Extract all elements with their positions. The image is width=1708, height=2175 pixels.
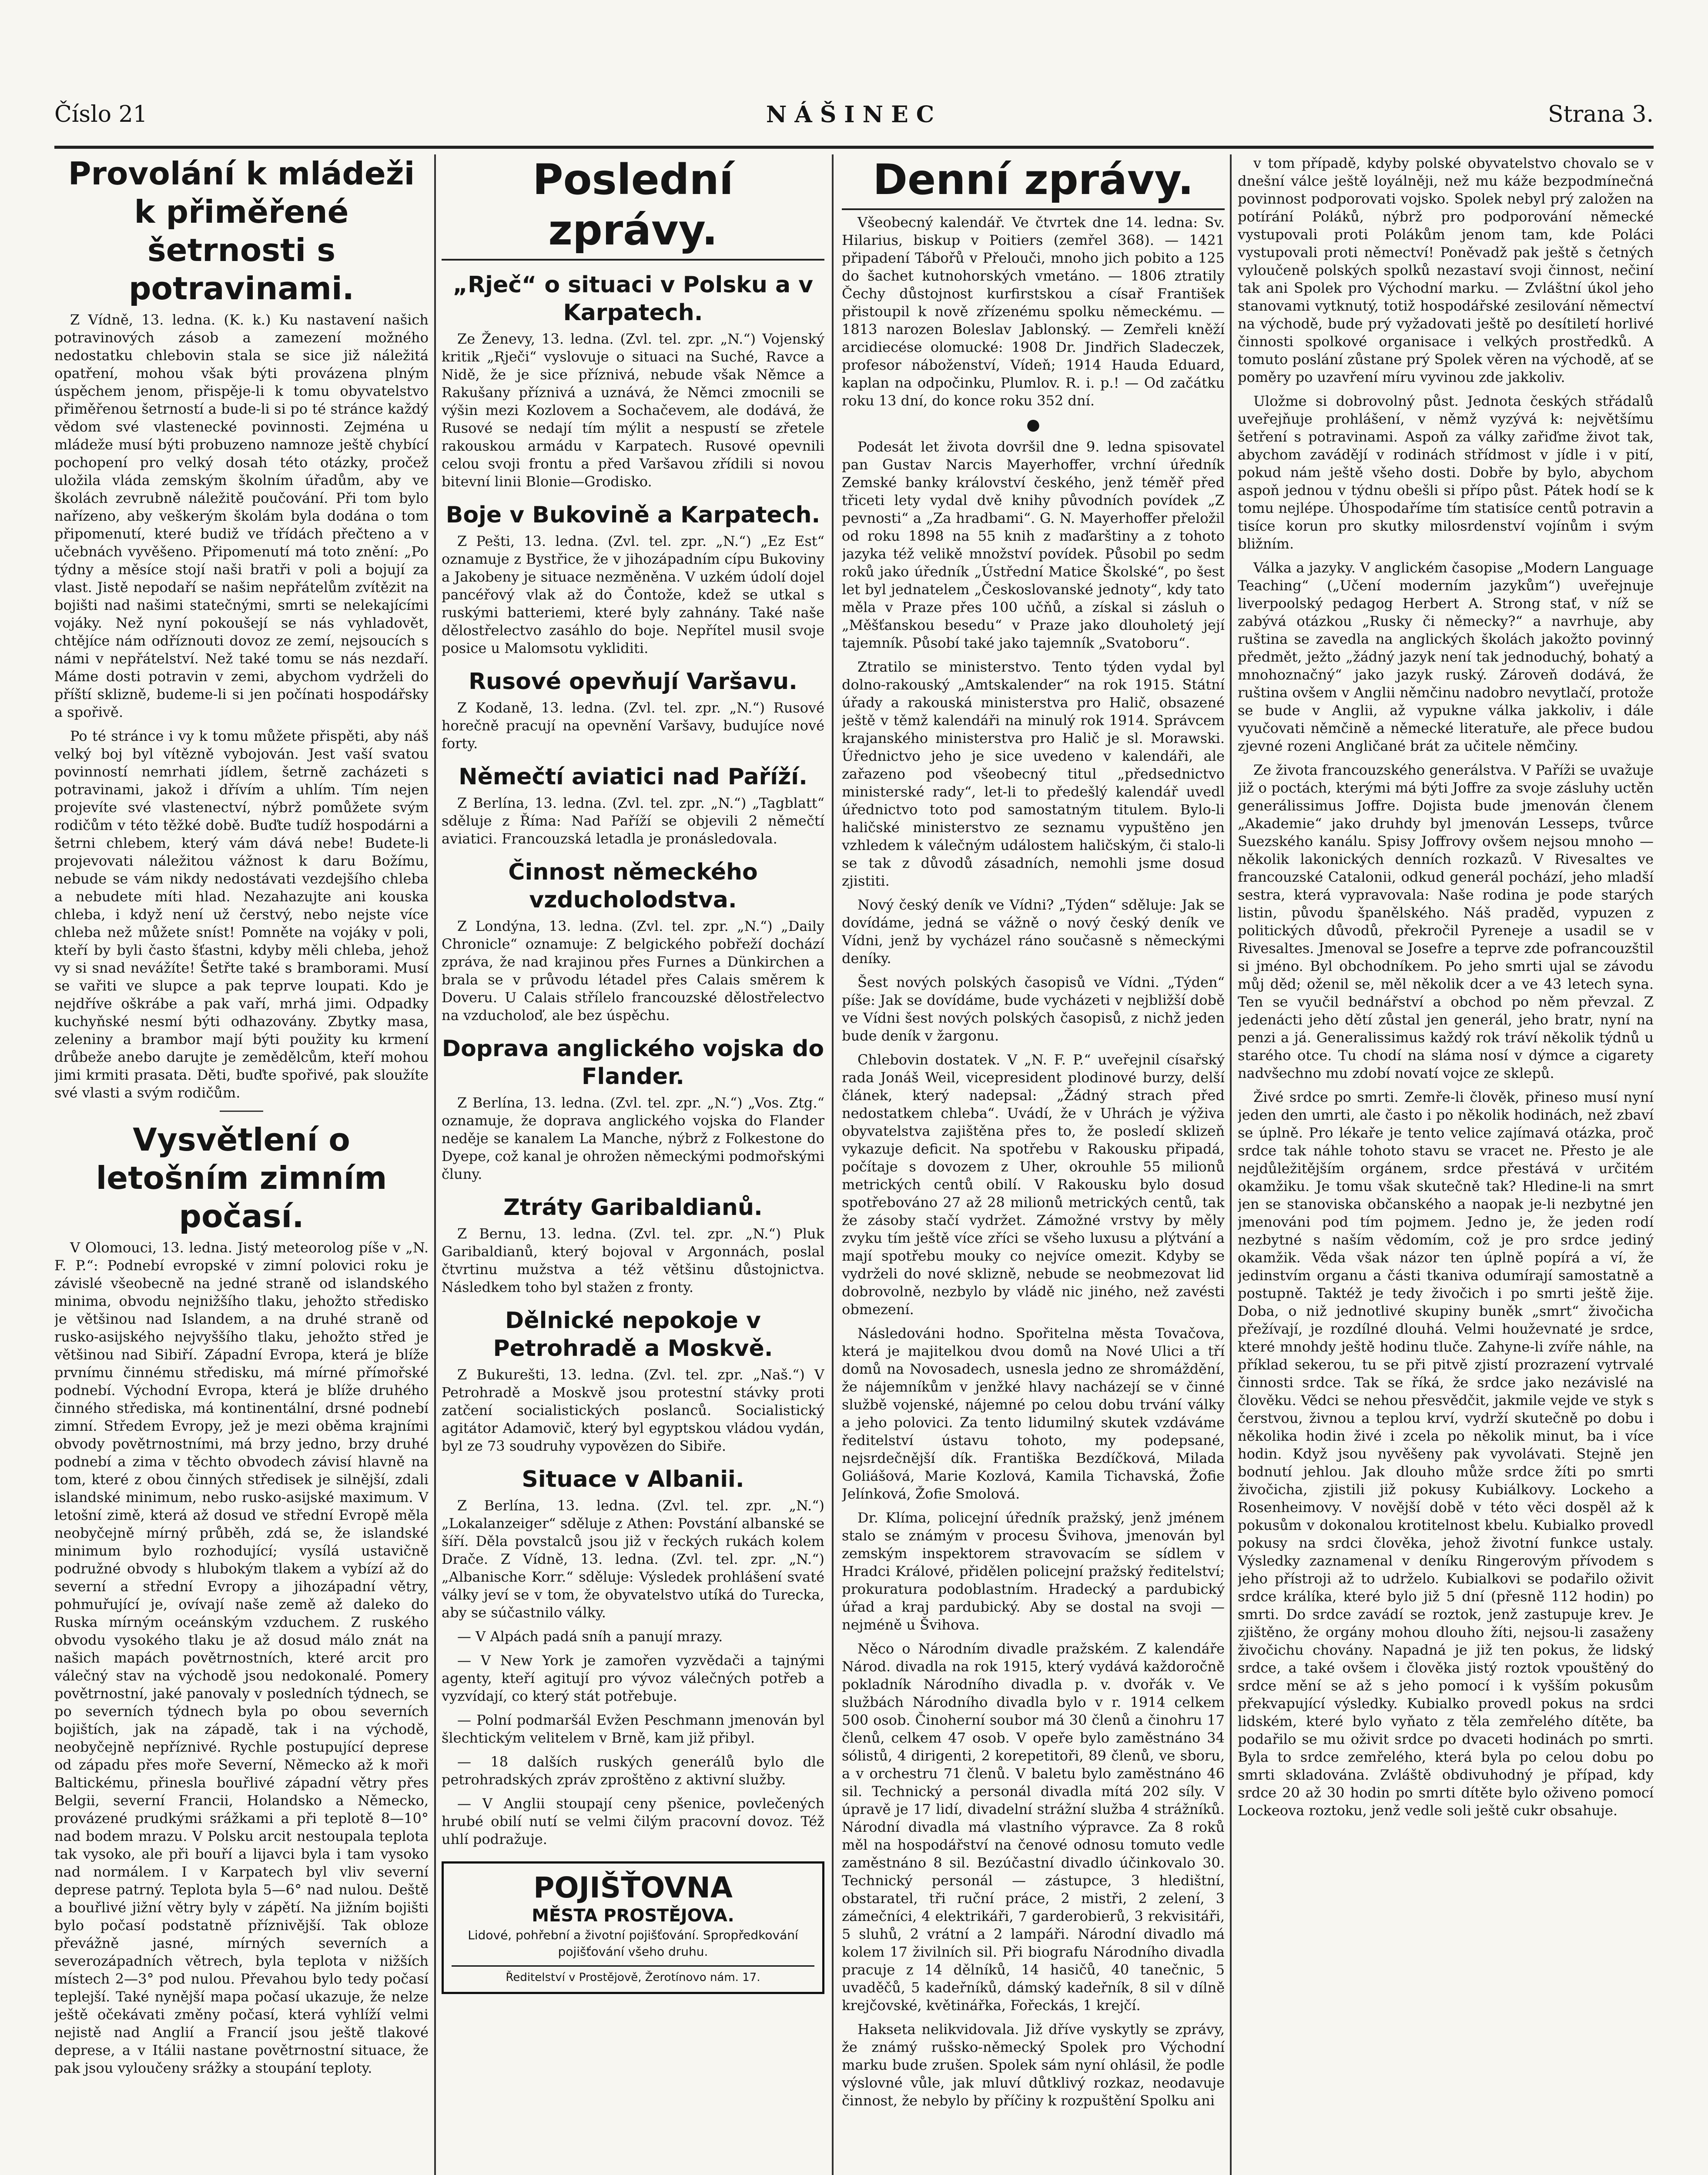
article-paragraph: Něco o Národním divadle pražském. Z kalendáře Národ. divadla na rok 1915, který vydává každoročně pokladník Národního divadla p. v. dvořák v. Ve službách Národního divadla bylo v r. 1914 celkem 500 osob. Činoherní soubor má 30 členů a činohru 17 členů, celkem 47 osob. V opeře bylo zaměstnáno 34 sólistů, 4 dirigenti, 2 korepetitoři, 89 členů, ve sboru, a v orchestru 71 členů. V baletu bylo zaměstnáno 46 sil. Technický a personál divadla mítá 202 síly. V úpravě je 17 lidí, divadelní strážní služba 4 strážníků. Národní divadla má vlastního výpravce. Za 8 roků měl na hospodářství na čenové odnosu tomuto vedle zaměstnáno 8 sil. Bezúčastní divadlo účinkovalo 30. Technický personál — zástupce, 3 hledištní, obstaratel, tři ruční práce, 2 mistři, 2 zelení, 3 zámečníci, 4 elektrikáři, 7 garderobierů, 3 rekvisitáři, 5 sluhů, 2 vrátní a 2 lampáři. Národní divadlo má kolem 17 živilních sil. Při biografu Národního divadla pracuje z 14 dělníků, 14 hasičů, 40 tanečnic, 5 uvaděčů, 5 kadeřníků, dámský kadeřník, 8 sil v dílně krejčovské, květinářka, Fořeckás, 1 krejčí. [842,1640,1225,2014]
article-headline: Ztráty Garibaldianů. [503,1195,763,1221]
page-number: Strana 3. [1547,101,1654,127]
article-headline: „Rječ“ o situaci v Polsku a v Karpatech. [452,272,814,326]
article-paragraph: Z Berlína, 13. ledna. (Zvl. tel. zpr. „N.“) „Tagblatt“ sděluje z Říma: Nad Paříží se objevili 2 němečtí aviatici. Francouzská letadla je pronásledovala. [442,795,824,847]
section-masthead: Poslední zprávy. [442,154,824,261]
column-4 [1238,154,1654,2175]
short-news: — Polní podmaršál Evžen Peschmann jmenován byl šlechtickým velitelem v Brně, kam již přibyl. [442,1712,824,1746]
article-paragraph: Z Bernu, 13. ledna. (Zvl. tel. zpr. „N.“) Pluk Garibaldianů, který bojoval v Argonnách, poslal čtvrtinu mužstva a též většinu důstojnictva. Následkem toho byl stažen z fronty. [442,1225,824,1295]
article-headline: Němečtí aviatici nad Paříží. [459,764,807,790]
column-3 [842,154,1225,2175]
separator [220,1111,263,1112]
article-paragraph: Podesát let života dovršil dne 9. ledna spisovatel pan Gustav Narcis Mayerhoffer, vrchní úředník Zemské banky království českého, jenž téměř před třiceti lety vydal dvě knihy původních povídek „Z pevnosti“ a „Za hradbami“. G. N. Mayerhoffer přeložil od roku 1898 na 55 knih z maďarštiny a z tohoto jazyka též velikě množství povídek. Působil po sedm roků jako úředník „Ústřední Matice Školské“, po šest let byl jednatelem „Českoslovanské jednoty“, kdy tato měla v Praze přes 100 učňů, a získal si zásluh o „Měšťanskou besedu“ v Praze jako dlouholetý její tajemník. Působí také jako tajemník „Svatoboru“. [842,438,1225,651]
ad-text: Lidové, pohřební a životní pojišťování. Spropředkování pojišťování všeho druhu. [468,1928,798,1959]
article-paragraph: Po té stránce i vy k tomu můžete přispěti, aby náš velký boj byl vítězně vybojován. Jest vaší svatou povinností nemrhati jídlem, šetrně zacházeti s potravinami, jakož i dřívím a uhlím. Tím nejen projevíte své vlastenectví, nýbrž pomůžete svým rodičům v této těžké době. Buďte tudíž hospodárni a šetrni chlebem, který vám dává nebe! Budete-li projevovati náležitou vážnost k daru Božímu, nebude se vám nikdy nedostávati vezdejšího chleba a nebudete míti hlad. Nezahazujte ani kouska chleba, i když není už čerstvý, nebo nejste více chleba než můžete sníst! Pomněte na vojáky v poli, kteří by byli často šťastni, kdyby měli chleba, jehož vy si snad nevážíte! Šetřte také s bramborami. Musí se vařiti ve slupce a pak teprve loupati. Kdo je nejdříve oškrábe a pak vaří, mrhá jimi. Odpadky kuchyňské nesmí býti odhazovány. Zbytky masa, zeleniny a brambor mají býti použity ku krmení drůbeže anebo darujte je zemědělcům, kteří mohou jimi krmiti prasata. Děti, buďte spořivé, pak sloužíte své vlasti a svým rodičům. [54,728,429,1101]
article-paragraph: Uložme si dobrovolný půst. Jednota českých střádalů uveřejňuje prohlášení, v němž vyzývá k: největšímu šetření s potravinami. Aspoň za války zařiďme život tak, abychom zavádějí v rodinách střídmost v jídle i v pití, pokud nám ještě všeho dosti. Dobře by bylo, abychom aspoň jednou v týdnu obešli si přípo půst. Pátek hodí se k tomu nejlépe. Úhospodaříme tím statisíce centů potravin a tisíce korun pro skutky milosrdenství vojínům i svým bližním. [1238,393,1654,552]
article-paragraph: Z Kodaně, 13. ledna. (Zvl. tel. zpr. „N.“) Rusové horečně pracují na opevnění Varšavy, budujíce nové forty. [442,699,824,752]
advertisement-pojistovna [442,1861,824,1994]
ad-title: POJIŠŤOVNA [533,1871,733,1904]
article-paragraph: Ztratilo se ministerstvo. Tento týden vydal byl dolno-rakouský „Amtskalender“ na rok 1915. Státní úřady a rakouská ministerstva pro Halič, obsazené ještě v těmž kalendáři na minulý rok 1914. Správcem krajanského ministerstva pro Halič je sl. Morawski. Úřednictvo jeho je sice uvedeno v kalendáři, ale zařazeno pod všeobecný titul „předsednictvo ministerské rady“, let-li to předešlý kalendář uvedl úřednictvo toto pod samostatným titulem. Bylo-li haličské ministerstvo ze seznamu vypuštěno jen vzhledem k válečným událostem haličským, či stalo-li se tak z důvodů zásadních, nemohli jsme dosud zjistiti. [842,659,1225,889]
article-paragraph: V Olomouci, 13. ledna. Jistý meteorolog píše v „N. F. P.“: Podnebí evropské v zimní polovici roku je závislé všeobecně na jedné straně od islandského minima, obvodu nejnižšího tlaku, jehožto středisko je většinou nad Islandem, a na druhé straně od rusko-asijského nejvyššího tlaku, jehožto střed je většinou nad Sibiří. Západní Evropa, která je blíže prvnímu činnému středisku, má mírné přímořské podnebí. Východní Evropa, která je blíže druhého činného střediska, má kontinentální, drsné podnebí zimní. Středem Evropy, jež je mezi oběma krajními obvody povětrnostními, má brzy jedno, brzy druhé podnebí a zima v těchto obvodech závisí hlavně na tom, které z obou činných středisek je silnější, zdali islandské minimum, nebo rusko-asijské maximum. V letošní zimě, která až dosud ve střední Evropě měla neobyčejně mírný průběh, zdá se, že islandské minimum bylo rozhodující; vysílá ustavičně podružné obvody s hlubokým tlakem a vybízí až do severní a střední Evropy a jihozápadní větry, pohmuřující je, ovívají naše země až daleko do Ruska mírným oceánským vzduchem. Z ruského obvodu vysokého tlaku je až dosud málo znát na našich mapách povětrnostních, které arcit pro válečný stav na východě jsou nedokonalé. Pomery povětrnostní, jaké panovaly v posledních týdnech, se po severních týdnech byla po obou severních bojištích, jak na západě, tak i na východě, neobyčejně nepříznivé. Rychle postupující deprese od západu přes moře Severní, Německo až k moři Baltickému, přinesla bouřlivé západní větry přes Belgii, severní Francii, Holandsko a Německo, provázené prudkými srážkami a při teplotě 8—10° nad bodem mrazu. V Polsku arcit nestoupala teplota tak vysoko, ale při bouří a lijavci byla i tam vysoko nad normálem. I v Karpatech byl vliv severní deprese patrný. Teplota byla 5—6° nad nulou. Deště a bouřlivé jižní větry byly v zápětí. Na jižním bojišti bylo počasí podstatně příznivější. Tak obloze převážně jasné, mírných severních a severozápadních větrech, byla teplota v nižších místech 2—3° pod nulou. Převahou bylo tedy počasí teplejší. Také nynější mapa počasí ukazuje, že nelze ještě očekávati změny počasí, která vyhlíží velmi nejistě nad Anglií a Francií jsou ještě tlakové deprese, a v Itálii nastane povětrnostní situace, že pak jsou vyloučeny srážky a stoupání teploty. [54,1239,429,2076]
article-paragraph: Všeobecný kalendář. Ve čtvrtek dne 14. ledna: Sv. Hilarius, biskup v Poitiers (zemřel 368). — 1421 připadení Tábořů v Přelouči, mnoho jich pobito a 125 do šachet kutnohorských vmetáno. — 1806 ztratily Čechy důstojnost kurfirstskou a císař František přistoupil k nově zřízenému spolku německému. — 1813 narozen Boleslav Jablonský. — Zemřeli kněží arcidiecése olomucké: 1908 Dr. Jindřich Sladeczek, profesor náboženství, Vídeň; 1914 Hauda Eduard, kaplan na odpočinku, Plumlov. R. i. p.! — Od začátku roku 13 dní, do konce roku 352 dní. [842,214,1225,409]
article-paragraph: Ze života francouzského generálstva. V Paříži se uvažuje již o poctách, kterými má býti Joffre za svoje zásluhy uctěn generálissimus Joffre. Dojista bude jmenován členem „Akademie“ jako druhdy byl jmenován Lesseps, tvůrce Suezského kanálu. Spisy Joffrovy ovšem nejsou mnoho — několik lakonických denních rozkazů. V Rivesaltes ve francouzské Catalonii, odkud generál pochází, jeho mladší sestra, která vypravovala: Naše rodina je pode starých listin, původu španělského. Náš praděd, vypuzen z politických důvodů, překročil Pyreneje a usadil se v Rivesaltes. Jmenoval se Josefre a teprve zde pofrancouzštil si jméno. Byl obchodníkem. Po jeho smrti ujal se závodu můj děd; oženil se, měl několik dcer a ve 43 letech syna. Ten se vyučil bednářství a obchod po něm převzal. Z jedenácti jeho dětí zůstal jen generál, jeho bratr, nyní na penzi a já. Generalissimus každý rok tráví několik týdnů u starého otce. Tu chodí na sláma nosí v dýmce a cigarety nadvšechno mu zdobí novatí vojce ze sklepů. [1238,762,1654,1081]
column-rule [1230,154,1232,2175]
article-headline: Vysvětlení o letošním zimním počasí. [96,1121,387,1235]
bullet-separator: ● [1026,416,1040,434]
article-paragraph: Dr. Klíma, policejní úředník pražský, jenž jménem stalo se známým v procesu Švihova, jmenován byl zemským inspektorem stravovacím se sídlem v Hradci Králové, přidělen policejní pražský ředitelství; prokuratura podoblastním. Hradecký a pardubický úřad a kraj pardubický. Aby se dostal na svoji — nejméně u Švihova. [842,1509,1225,1633]
article-paragraph: Chlebovin dostatek. V „N. F. P.“ uveřejnil císařský rada Jonáš Weil, vicepresident plodinové burzy, delší článek, který nadepsal: „Žádný strach před nedostatkem chleba“. Uvádí, že v Uhrách je výživa obyvatelstva zajištěna přes to, že posledí sklizeň vykazuje deficit. Na spotřebu v Rakousku připadá, počítaje s dovozem z Uher, okrouhle 55 milionů metrických centů obilí. V Rakousku bylo dosud spotřebováno 27 až 28 milionů metrických centů, tak že zásoby stačí vydržet. Zámožné vrstvy by měly zvyku tím ještě více zříci se všeho luxusu a plýtvání a mají spotřebu mouky co nejvíce omezit. Kdyby se vydrželi do nové sklizně, nebude se neobmezovat lid dobrovolně, nezbylo by vládě nic jiného, než zavésti obmezení. [842,1051,1225,1318]
page-header [54,94,1654,149]
article-paragraph: Nový český deník ve Vídni? „Týden“ sděluje: Jak se dovídáme, jedná se vážně o nový český deník ve Vídni, jenž by vycházel ráno současně s německými deníky. [842,897,1225,967]
issue-number: Číslo 21 [54,101,147,127]
short-news: — V Anglii stoupají ceny pšenice, povlečených hrubé obilí nutí se velmi čilým pracovní dovoz. Též uhlí podražuje. [442,1795,824,1847]
article-paragraph: Živé srdce po smrti. Zemře-li člověk, přineso musí nyní jeden den umrti, ale často i po několik hodinách, než zbaví se úplně. Pro lékaře je tento velice zajímavá otázka, proč srdce tak náhle tohoto stavu se vracet ne. Přesto je ale nejdůležitějším orgánem, srdce přestává v určitém okamžiku. Je tomu však skutečně tak? Hledine-li na smrt jen se stanoviska občanského a naopak je-li nezbytné jen jmenováni pod tím pojmem. Jedno je, že jeden rodí nezbytné s naším vědomím, což je pro srdce jediný okamžik. Věda však názor ten úplně popírá a ví, že jedinstvím organu a části tkaniva odumírají samostatně a postupně. Taktéž je tedy živočich i po smrti ještě žije. Doba, o niž jednotlivé skupiny buněk „smrt“ živočicha přežívají, je rozdílné dlouhá. Velmi houževnaté je srdce, které mnohdy ještě hodinu tluče. Zahyne-li zvíře náhle, na příklad sekerou, tu se při pitvě zjistí prozrazení vytrvalé činnosti srdce. Tak se říká, že srdce jako nezávislé na člověku. Vědci se nehou přesvědčit, jakmile vejde ve styk s čerstvou, živnou a teplou krví, vydrží skutečně po dobu i několika hodin živé i zcela po několik minut, ba i více hodin. Když jsou nyvěšeny pak vyvolávati. Stejně jen bodnutí jehlou. Jak dlouho může srdce žíti po smrti živočicha, zjistili již pokusy Kubiálkovy. Lockeho a Rosenheimovy. V novější době v této věci dospěl až k pokusům v dokonalou krotitelnost kbelu. Kubialko provedl pokusy na srdci člověka, jehož životní funkce ustaly. Výsledky zaznamenal v deníku Ringerovým přívodem s jeho přístroji až to udrželo. Kubialkovi se podařilo oživit srdce králíka, které bylo již 5 dní (přesně 112 hodin) po smrti. Do srdce zavádí se roztok, jenž zastupuje krev. Je zjištěno, že orgány mohou dlouho žíti, nejsou-li zasaženy živočichu chovány. Napadná je již ten pokus, že lidský srdce, a také ovšem i člověka jistý roztok vpouštěný do srdce mění se až s jeho pomocí i k vyšším pokusům překvapující výsledky. Kubialko provedl pokus na srdci lidském, které bylo vyňato z těla zemřelého dítěte, ba podařilo se mu oživit srdce po dvaceti hodinách po smrti. Byla to srdce zemřelého, která byla po celou dobu po smrti skladována. Zvláště obdivuhodný je případ, kdy srdce 20 až 30 hodin po smrti dítěte bylo oživeno pomocí Lockeova roztoku, jenž vedle soli ještě cukr obsahuje. [1238,1089,1654,1819]
article-headline: Rusové opevňují Varšavu. [469,669,797,695]
article-paragraph: Z Berlína, 13. ledna. (Zvl. tel. zpr. „N.“) „Vos. Ztg.“ oznamuje, že doprava anglického vojska do Flander neděje se kanalem La Manche, nýbrž z Folkestone do Dyepe, což kanal je ohrožen německými podmořskými čluny. [442,1094,824,1182]
article-headline: Provolání k mládeži k přiměřené šetrnosti s potravinami. [68,155,415,307]
article-paragraph: Z Londýna, 13. ledna. (Zvl. tel. zpr. „N.“) „Daily Chronicle“ oznamuje: Z belgického pobřeží dochází zpráva, že nad krajinou přes Furnes a Dünkirchen a brala se v průvodu létadel přes Calais směrem k Doveru. U Calais střílelo francouzské dělostřelectvo na vzducholoď, ale bez úspěchu. [442,918,824,1024]
article-paragraph: Ze Ženevy, 13. ledna. (Zvl. tel. zpr. „N.“) Vojenský kritik „Rječi“ vyslovuje o situaci na Suché, Ravce a Nidě, že je sice příznivá, nebude však Němce a Rakušany příznivá a uznává, že Němci zmocnili se výšin mezi Kozlovem a Sochačevem, ale dodává, že Rusové se nedají tím mýlit a nespustí se zřetele rakouskou armádu v Karpatech. Rusové opevnili celou svoji frontu a před Varšavou zřídili si novou bitevní linii Blonie—Grodisko. [442,331,824,490]
newspaper-title: NÁŠINEC [766,101,942,128]
column-1 [54,154,429,2175]
article-paragraph: Následováni hodno. Spořitelna města Tovačova, která je majitelkou dvou domů na Nové Ulici a tří domů na Novosadech, usnesla jedno ze shromáždění, že nájemníkům v jenžké hlavy nacházejí se v činné službě vojenské, nájemné po celou dobu trvání války a jeho polovici. Za tento lidumilný skutek vzdáváme ředitelství ústavu tohoto, my podepsané, nejsrdečnější dík. Františka Bezdíčková, Milada Goliášová, Marie Kozlová, Kamila Tichavská, Žofie Jelínková, Žofie Smolová. [842,1325,1225,1502]
column-rule [434,154,436,2175]
article-paragraph: Hakseta nelikvidovala. Již dříve vyskytly se zprávy, že známý rušsko-německý Spolek pro Východní marku bude zrušen. Spolek sám nyní ohlásil, že podle výslovné vůle, jak mluví důtklivý rozkaz, neodavuje činnost, že nebylo by příčiny k rozpuštění Spolku ani [842,2021,1225,2109]
ad-subtitle: MĚSTA PROSTĚJOVA. [532,1906,734,1926]
article-paragraph: Šest nových polských časopisů ve Vídni. „Týden“ píše: Jak se dovídáme, bude vycházeti v nejbližší době ve Vídni šest nových polských časopisů, z nichž jeden bude deník v žargonu. [842,974,1225,1044]
article-headline: Činnost německého vzducholodstva. [508,859,758,913]
article-paragraph: Z Bukurešti, 13. ledna. (Zvl. tel. zpr. „Naš.“) V Petrohradě a Moskvě jsou protestní stávky proti zatčení socialistických poslanců. Socialistický agitátor Adamovič, který byl egyptskou vládou vydán, byl ze 73 soudruhy vypovězen do Sibiře. [442,1366,824,1454]
article-headline: Dělnické nepokoje v Petrohradě a Moskvě. [493,1308,773,1362]
short-news: — V Alpách padá sníh a panují mrazy. [457,1628,723,1645]
article-paragraph: Válka a jazyky. V anglickém časopise „Modern Language Teaching“ („Učení moderním jazykům“) uveřejnuje liverpoolský pedagog Herbert A. Strong stať, v níž se zabývá otázkou „Rusky či německy?“ a navrhuje, aby ruština se zavedla na anglických školách jakožto povinný předmět, ježto „žádný jazyk není tak jednoduchý, bohatý a mnohoznačný“ jako jazyk ruský. Zároveň dodává, že ruština ovšem v Anglii němčinu nadobro nevytlačí, protože se bude v Anglii, až vypukne válka jakkoliv, i dále vyučovati němčině a německé literatuře, ale přece budou zjevné rozeni Angličané brát za učitele němčiny. [1238,559,1654,754]
article-headline: Doprava anglického vojska do Flander. [442,1036,824,1090]
column-rule [832,154,834,2175]
ad-footer: Ředitelství v Prostějově, Žerotínovo nám. 17. [452,1965,814,1984]
short-news: — 18 dalších ruských generálů bylo dle petrohradských zpráv zproštěno z aktivní služby. [442,1753,824,1788]
article-headline: Boje v Bukovině a Karpatech. [445,502,821,528]
article-paragraph: v tom případě, kdyby polské obyvatelstvo chovalo se v dnešní válce ještě loyálněji, než mu káže bezpodmínečná povinnost podporovati vojsko. Spolek nebyl prý založen na potírání Poláků, nýbrž pro podporování německé vystupovali proti Polákům jenom tam, kde Poláci vystupovali proti němectví! Poněvadž pak ještě s četných vyloučeně polských spolků nezastaví svoji činnost, nečiní tak ani Spolek pro Východní marku. — Zvláštní úkol jeho stanovami vytknutý, totiž hospodářské zesilování němectví na východě, bude prý vyžadovati ještě po desítiletí horlivé činnosti spolkové organisace i velkých prostředků. A tomuto poslání zůstane prý Spolek věren na východě, ať se poměry po uzavření míru vyvinou zde jakkoliv. [1238,155,1654,385]
short-news: — V New York je zamořen vyzvědači a tajnými agenty, kteří agitují pro vývoz válečných potřeb a vyzvídají, co který stát potřebuje. [442,1652,824,1704]
article-paragraph: Z Berlína, 13. ledna. (Zvl. tel. zpr. „N.“) „Lokalanzeiger“ sděluje z Athen: Povstání albanské se šíří. Děla povstalců jsou již v řeckých rukách kolem Drače. Z Vídně, 13. ledna. (Zvl. tel. zpr. „N.“) „Albanische Korr.“ sděluje: Výsledek prohlášení svaté války jeví se v tom, že obyvatelstvo utíká do Turecka, aby se súčastnilo války. [442,1497,824,1621]
column-2 [442,154,824,2175]
article-headline: Situace v Albanii. [522,1466,744,1492]
article-paragraph: Z Vídně, 13. ledna. (K. k.) Ku nastavení našich potravinových zásob a zamezení možného nedostatku chlebovin stala se sice již náležitá opatření, mohou však býti provázena plným úspěchem jenom, přispěje-li k tomu obyvatelstvo přiměřenou šetrností a bude-li si po té stránce každý vědom své vlastenecké povinnosti. Zejména u mládeže musí býti probuzeno namnoze ještě chybící pochopení pro velký dosah této otázky, pročež uložila vláda zemským školním úřadům, aby ve školách zevrubně náležitě poučování. Při tom bylo nařízeno, aby veškerým školám byla dodána o tom připomenutí, které budiž ve třídách přečteno a v učebnách vyvěšeno. Připomenutí má toto znění: „Po týdny a měsíce stojí naši bratři v poli a bojují za vlast. Jistě nepodaří se našim nepřátelům zvítězit na bojišti nad našimi statečnými, smrti se nelekajícími vojáky. Než nyní pokoušejí se nás vyhladovět, chtějíce nám odříznouti dovoz ze zemí, nejsoucích s námi v nepřátelství. Než také tomu se nás nezdaří. Máme dosti potravin v zemi, abychom vydrželi do příští sklizně, budeme-li si jen počínati hospodářsky a spořivě. [54,311,429,720]
section-masthead: Denní zprávy. [842,154,1225,210]
article-paragraph: Z Pešti, 13. ledna. (Zvl. tel. zpr. „N.“) „Ez Est“ oznamuje z Bystřice, že v jihozápadním cípu Bukoviny a Jakobeny je situace nezměněna. V uzkém údolí dojel pancéřový vlak až do Čontože, kdež se utkal s ruskými batteriemi, které byly zahnány. Také naše dělostřelectvo zasáhlo do boje. Nepřítel musil svoje posice u Malomsotu vykliditi. [442,533,824,656]
